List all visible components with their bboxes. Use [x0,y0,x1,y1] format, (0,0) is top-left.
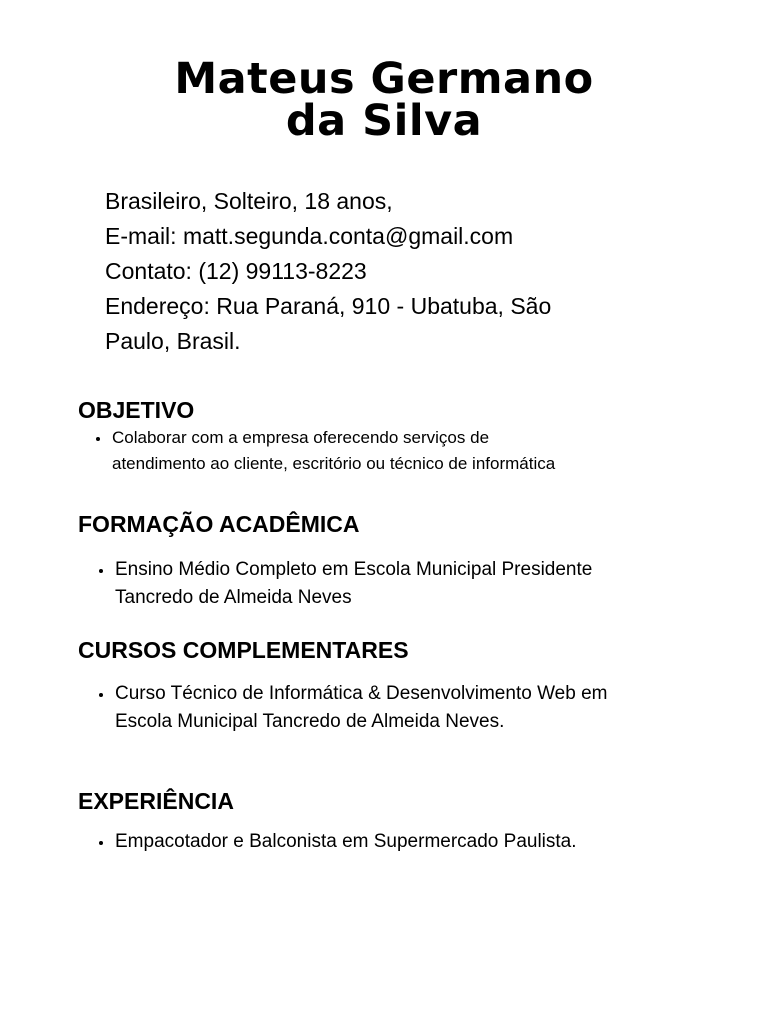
education-item-line-1: Ensino Médio Completo em Escola Municipal Presidente [115,559,593,580]
list-item [112,425,672,477]
personal-phone: Contato: (12) 99113-8223 [105,258,367,284]
section-title-education: FORMAÇÃO ACADÊMICA [78,511,360,537]
personal-address-line-2: Paulo, Brasil. [105,328,241,354]
name-line-2: da Silva [285,96,483,146]
candidate-name [0,54,768,146]
courses-list [115,680,715,736]
objective-item-line-1: Colaborar com a empresa oferecendo serviços de [112,428,490,447]
education-item-line-2: Tancredo de Almeida Neves [115,587,352,608]
section-title-experience: EXPERIÊNCIA [78,788,234,814]
list-item [115,680,715,736]
courses-item-line-1: Curso Técnico de Informática & Desenvolvimento Web em [115,683,608,704]
section-title-objective: OBJETIVO [78,397,195,423]
experience-item-line-1: Empacotador e Balconista em Supermercado Paulista. [115,831,577,852]
list-item [115,828,715,856]
objective-item-line-2: atendimento ao cliente, escritório ou técnico de informática [112,454,556,473]
personal-address-line-1: Endereço: Rua Paraná, 910 - Ubatuba, São [105,293,552,319]
personal-email: E-mail: matt.segunda.conta@gmail.com [105,223,514,249]
personal-info [105,184,665,359]
name-line-1: Mateus Germano [174,54,594,104]
objective-list [112,425,672,477]
courses-item-line-2: Escola Municipal Tancredo de Almeida Neves. [115,711,505,732]
section-title-courses: CURSOS COMPLEMENTARES [78,637,409,663]
personal-details: Brasileiro, Solteiro, 18 anos, [105,188,393,214]
education-list [115,556,715,612]
experience-list [115,828,715,856]
list-item [115,556,715,612]
